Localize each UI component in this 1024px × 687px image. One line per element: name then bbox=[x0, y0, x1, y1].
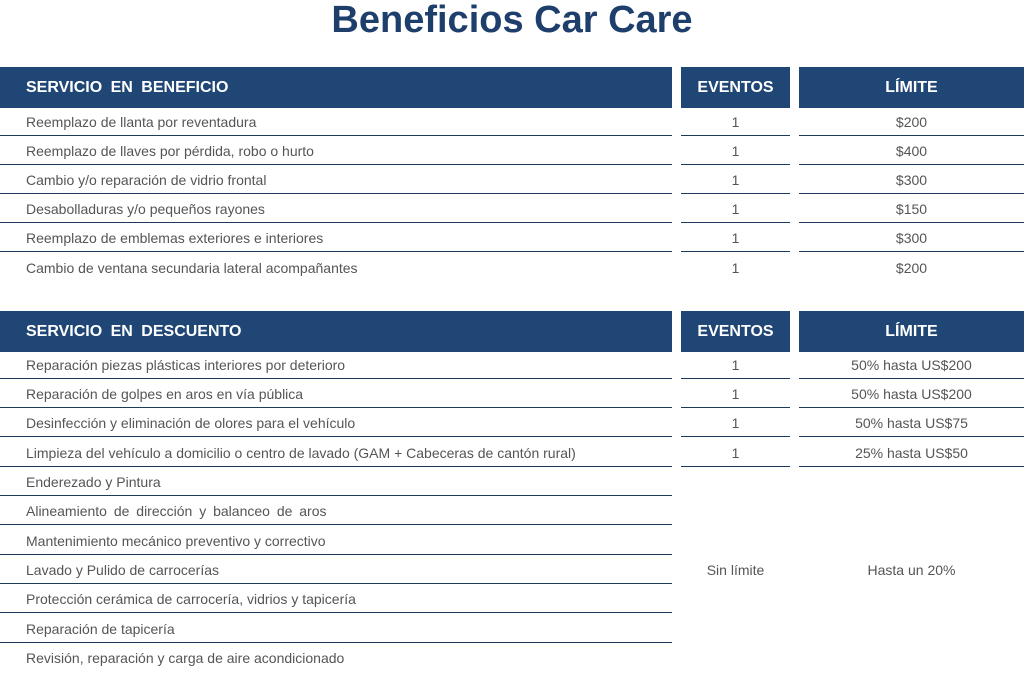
benefit-service-header: SERVICIO EN BENEFICIO bbox=[0, 67, 672, 108]
service-cell: Desabolladuras y/o pequeños rayones bbox=[0, 195, 672, 223]
limit-cell: 50% hasta US$200 bbox=[799, 351, 1024, 379]
service-cell: Protección cerámica de carrocería, vidrios y tapicería bbox=[0, 585, 672, 613]
discount-limit-header: LÍMITE bbox=[799, 311, 1024, 352]
unlimited-limit-cell: Hasta un 20% bbox=[867, 562, 956, 578]
benefit-events-header: EVENTOS bbox=[681, 67, 790, 108]
service-cell: Cambio y/o reparación de vidrio frontal bbox=[0, 166, 672, 194]
service-cell: Enderezado y Pintura bbox=[0, 468, 672, 496]
unlimited-events-cell: Sin límite bbox=[706, 562, 765, 578]
events-cell: 1 bbox=[681, 439, 790, 467]
service-cell: Reemplazo de llaves por pérdida, robo o hurto bbox=[0, 137, 672, 165]
service-cell: Reparación de tapicería bbox=[0, 615, 672, 643]
events-cell: 1 bbox=[681, 409, 790, 437]
service-cell: Reparación piezas plásticas interiores por deterioro bbox=[0, 351, 672, 379]
limit-cell: $300 bbox=[799, 224, 1024, 252]
limit-cell: $200 bbox=[895, 260, 928, 276]
events-cell: 1 bbox=[681, 108, 790, 136]
service-cell: Cambio de ventana secundaria lateral acompañantes bbox=[26, 260, 358, 276]
page-title: Beneficios Car Care bbox=[331, 0, 693, 41]
benefit-limit-header: LÍMITE bbox=[799, 67, 1024, 108]
limit-cell: $300 bbox=[799, 166, 1024, 194]
events-cell: 1 bbox=[681, 137, 790, 165]
service-cell: Desinfección y eliminación de olores para el vehículo bbox=[0, 409, 672, 437]
limit-cell: 50% hasta US$200 bbox=[799, 380, 1024, 408]
limit-cell: $200 bbox=[799, 108, 1024, 136]
service-cell: Reemplazo de llanta por reventadura bbox=[0, 108, 672, 136]
service-cell: Alineamiento de dirección y balanceo de aros bbox=[0, 497, 672, 525]
events-cell: 1 bbox=[681, 351, 790, 379]
service-cell: Reparación de golpes en aros en vía pública bbox=[0, 380, 672, 408]
service-cell: Limpieza del vehículo a domicilio o centro de lavado (GAM + Cabeceras de cantón rural) bbox=[0, 439, 672, 467]
service-cell: Reemplazo de emblemas exteriores e interiores bbox=[0, 224, 672, 252]
events-cell: 1 bbox=[681, 166, 790, 194]
limit-cell: 50% hasta US$75 bbox=[799, 409, 1024, 437]
limit-cell: $400 bbox=[799, 137, 1024, 165]
limit-cell: 25% hasta US$50 bbox=[799, 439, 1024, 467]
events-cell: 1 bbox=[681, 224, 790, 252]
events-cell: 1 bbox=[681, 195, 790, 223]
service-cell: Lavado y Pulido de carrocerías bbox=[0, 556, 672, 584]
service-cell: Mantenimiento mecánico preventivo y correctivo bbox=[0, 527, 672, 555]
limit-cell: $150 bbox=[799, 195, 1024, 223]
discount-events-header: EVENTOS bbox=[681, 311, 790, 352]
service-cell: Revisión, reparación y carga de aire acondicionado bbox=[26, 650, 345, 666]
events-cell: 1 bbox=[731, 260, 740, 276]
events-cell: 1 bbox=[681, 380, 790, 408]
discount-service-header: SERVICIO EN DESCUENTO bbox=[0, 311, 672, 352]
